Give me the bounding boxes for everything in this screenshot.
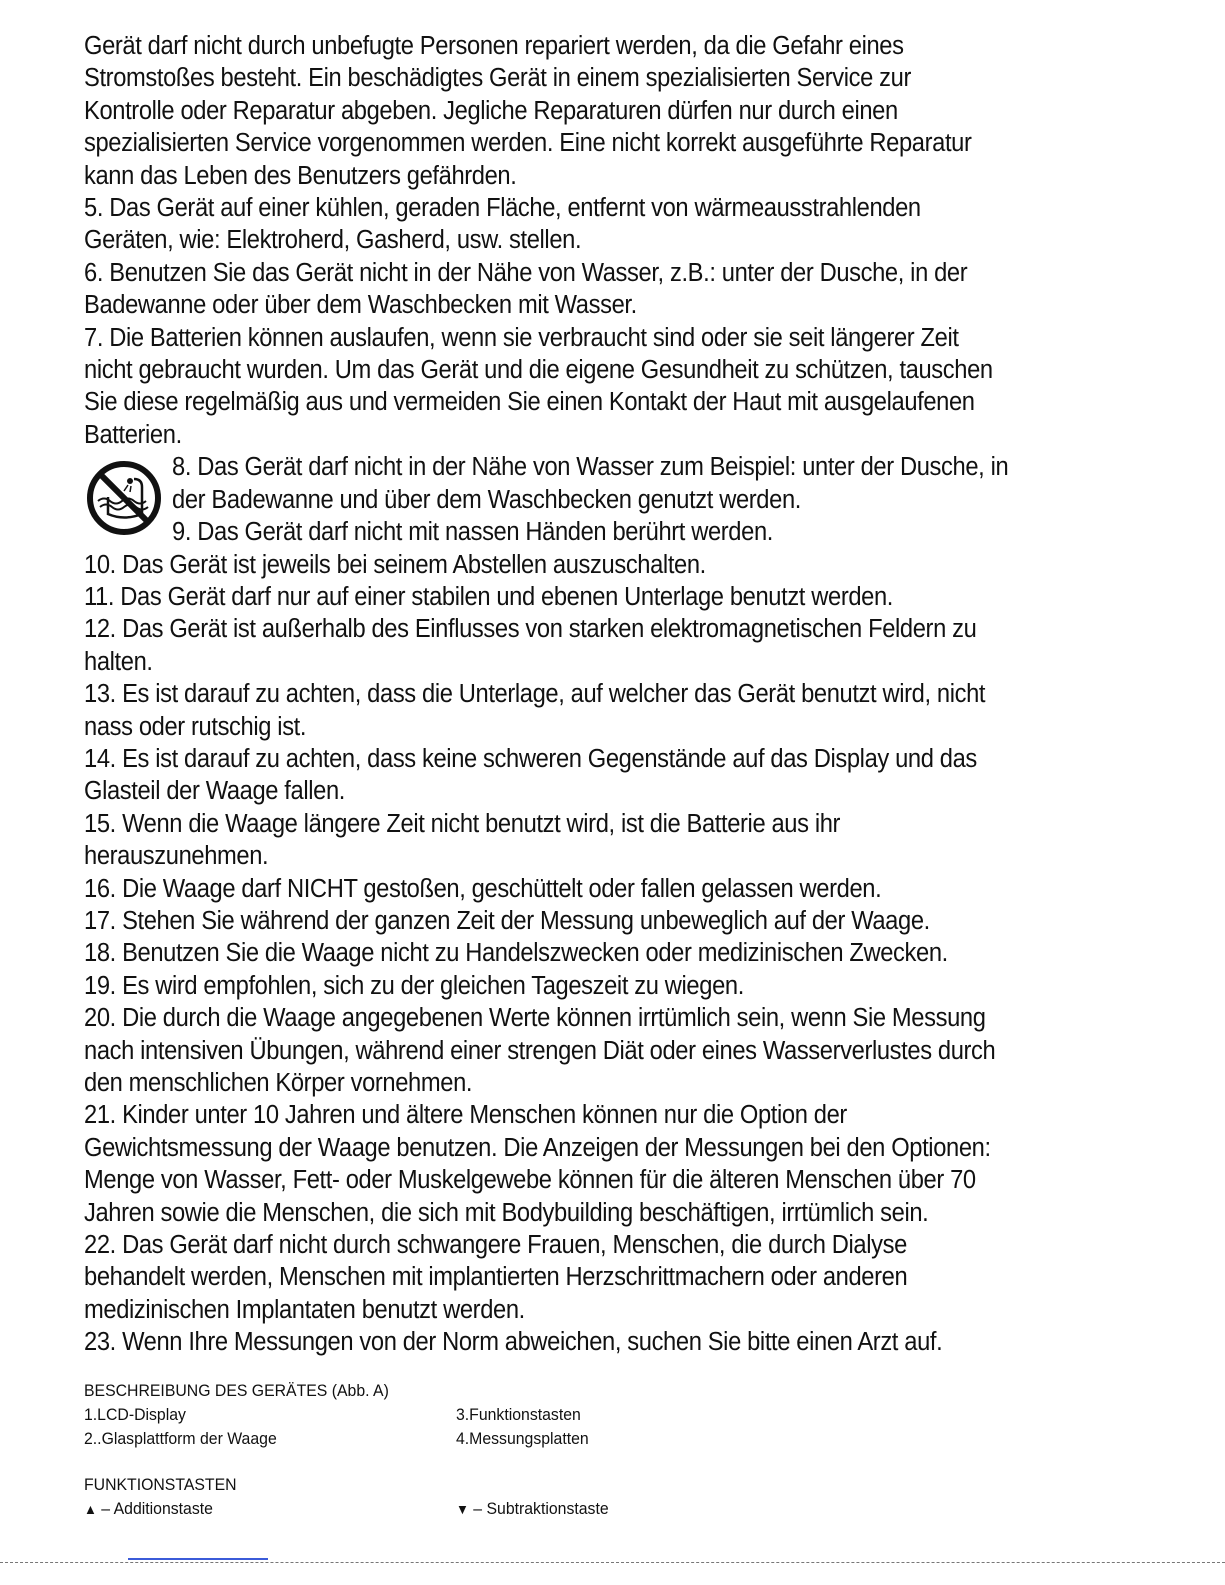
text-line: den menschlichen Körper vornehmen. [84, 1069, 473, 1097]
intro-paragraph [84, 30, 1144, 192]
page-bottom-rule [0, 1562, 1225, 1563]
item-21 [84, 1099, 1144, 1229]
item-23 [84, 1326, 1144, 1358]
text-line: nass oder rutschig ist. [84, 712, 307, 741]
function-keys-heading: FUNKTIONSTASTEN [84, 1474, 237, 1494]
text-line: herauszunehmen. [84, 842, 269, 871]
text-line: 19. Es wird empfohlen, sich zu der gleichen Tageszeit zu wiegen. [84, 971, 744, 1000]
item-18 [84, 937, 1144, 969]
text-line: 12. Das Gerät ist außerhalb des Einflusses von starken elektromagnetischen Feldern zu [84, 615, 977, 644]
text-line: Gerät darf nicht durch unbefugte Personen repariert werden, da die Gefahr eines [84, 32, 904, 60]
text-line: medizinischen Implantaten benutzt werden. [84, 1295, 525, 1324]
item-19 [84, 970, 1144, 1002]
text-line: 6. Benutzen Sie das Gerät nicht in der Nähe von Wasser, z.B.: unter der Dusche, in der [84, 258, 968, 287]
text-line: nach intensiven Übungen, während einer strengen Diät oder eines Wasserverlustes durch [84, 1036, 996, 1065]
item-6 [84, 257, 1144, 322]
item-20 [84, 1002, 1144, 1099]
text-line: Batterien. [84, 420, 182, 449]
no-water-bath-icon [84, 457, 166, 539]
part-2-label: 2..Glasplattform der Waage [84, 1428, 277, 1448]
text-line: spezialisierten Service vorgenommen werden. Eine nicht korrekt ausgeführte Reparatur [84, 129, 972, 158]
subtract-key-label: – Subtraktionstaste [473, 1498, 609, 1518]
part-4-label: 4.Messungsplatten [456, 1428, 589, 1448]
text-line: 7. Die Batterien können auslaufen, wenn sie verbraucht sind oder sie seit längerer Zeit [84, 323, 959, 352]
text-line: 14. Es ist darauf zu achten, dass keine schweren Gegenstände auf das Display und das [84, 744, 977, 773]
add-key-entry [84, 1497, 456, 1521]
text-line: 23. Wenn Ihre Messungen von der Norm abweichen, suchen Sie bitte einen Arzt auf. [84, 1328, 943, 1357]
text-line: 17. Stehen Sie während der ganzen Zeit der Messung unbeweglich auf der Waage. [84, 906, 930, 935]
text-line: Stromstoßes besteht. Ein beschädigtes Gerät in einem spezialisierten Service zur [84, 64, 912, 93]
manual-text [84, 30, 1144, 1521]
text-line: 18. Benutzen Sie die Waage nicht zu Handelszwecken oder medizinischen Zwecken. [84, 939, 948, 968]
text-line: Glasteil der Waage fallen. [84, 777, 345, 806]
text-line: 5. Das Gerät auf einer kühlen, geraden Fläche, entfernt von wärmeausstrahlenden [84, 194, 921, 223]
description-heading: BESCHREIBUNG DES GERÄTES (Abb. A) [84, 1380, 389, 1400]
text-line: behandelt werden, Menschen mit implantierten Herzschrittmachern oder anderen [84, 1263, 908, 1292]
item-14 [84, 743, 1144, 808]
item-17 [84, 905, 1144, 937]
item-13 [84, 678, 1144, 743]
part-1-label: 1.LCD-Display [84, 1404, 186, 1424]
item-15 [84, 808, 1144, 873]
water-warning-block [84, 451, 1144, 548]
text-line: der Badewanne und über dem Waschbecken genutzt werden. [172, 485, 801, 514]
text-line: 11. Das Gerät darf nur auf einer stabilen und ebenen Unterlage benutzt werden. [84, 582, 894, 611]
text-line: 8. Das Gerät darf nicht in der Nähe von Wasser zum Beispiel: unter der Dusche, in [172, 453, 1009, 482]
text-line: 15. Wenn die Waage längere Zeit nicht benutzt wird, ist die Batterie aus ihr [84, 809, 841, 838]
item-9 [172, 516, 1149, 548]
text-line: Sie diese regelmäßig aus und vermeiden Sie einen Kontakt der Haut mit ausgelaufenen [84, 388, 975, 417]
text-line: 10. Das Gerät ist jeweils bei seinem Abstellen auszuschalten. [84, 550, 706, 579]
item-10 [84, 549, 1144, 581]
item-16 [84, 873, 1144, 905]
text-line: 16. Die Waage darf NICHT gestoßen, geschüttelt oder fallen gelassen werden. [84, 874, 882, 903]
item-8 [172, 451, 1149, 516]
text-line: 20. Die durch die Waage angegebenen Werte können irrtümlich sein, wenn Sie Messung [84, 1004, 986, 1033]
item-12 [84, 613, 1144, 678]
item-5 [84, 192, 1144, 257]
text-line: nicht gebraucht wurden. Um das Gerät und die eigene Gesundheit zu schützen, tauschen [84, 356, 993, 385]
device-description [84, 1379, 1070, 1451]
text-line: halten. [84, 647, 153, 676]
item-11 [84, 581, 1144, 613]
part-3-label: 3.Funktionstasten [456, 1404, 581, 1424]
up-triangle-icon: ▲ [84, 1500, 97, 1517]
text-line: 13. Es ist darauf zu achten, dass die Unterlage, auf welcher das Gerät benutzt wird, nicht [84, 680, 986, 709]
text-line: 22. Das Gerät darf nicht durch schwangere Frauen, Menschen, die durch Dialyse [84, 1231, 907, 1260]
function-keys [84, 1473, 1070, 1521]
text-line: Kontrolle oder Reparatur abgeben. Jegliche Reparaturen dürfen nur durch einen [84, 96, 898, 125]
text-line: kann das Leben des Benutzers gefährden. [84, 161, 517, 190]
text-line: 21. Kinder unter 10 Jahren und ältere Menschen können nur die Option der [84, 1101, 847, 1130]
item-7 [84, 322, 1144, 452]
subtract-key-entry [456, 1497, 609, 1521]
text-line: 9. Das Gerät darf nicht mit nassen Händen berührt werden. [172, 518, 773, 547]
add-key-label: – Additionstaste [101, 1498, 213, 1518]
page-bottom-mark [128, 1558, 268, 1560]
item-22 [84, 1229, 1144, 1326]
text-line: Gewichtsmessung der Waage benutzen. Die Anzeigen der Messungen bei den Optionen: [84, 1133, 991, 1162]
down-triangle-icon: ▼ [456, 1500, 469, 1517]
text-line: Geräten, wie: Elektroherd, Gasherd, usw. stellen. [84, 226, 582, 255]
text-line: Menge von Wasser, Fett- oder Muskelgewebe können für die älteren Menschen über 70 [84, 1166, 976, 1195]
text-line: Badewanne oder über dem Waschbecken mit Wasser. [84, 291, 637, 320]
text-line: Jahren sowie die Menschen, die sich mit Bodybuilding beschäftigen, irrtümlich sein. [84, 1198, 929, 1227]
